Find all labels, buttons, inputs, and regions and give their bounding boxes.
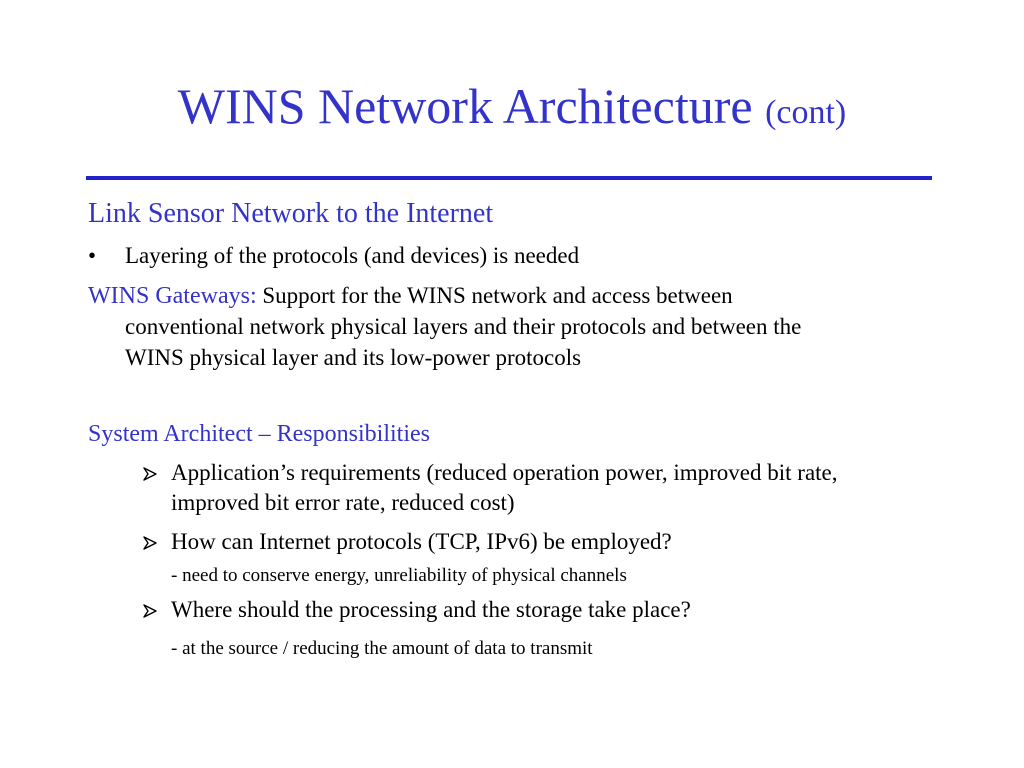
title-divider — [86, 176, 932, 180]
gateways-label: WINS Gateways: — [88, 283, 257, 309]
gateways-line-3: WINS physical layer and its low-power protocols — [125, 345, 582, 370]
gateways-line-1 — [88, 283, 733, 310]
link-heading: Link Sensor Network to the Internet — [88, 198, 494, 229]
hollow-arrow-bullet-icon — [142, 466, 158, 482]
architect-item-3-note: - at the source / reducing the amount of data to transmit — [171, 638, 593, 659]
gateways-line-2: conventional network physical layers and their protocols and between the — [125, 314, 802, 339]
hollow-arrow-bullet-icon — [142, 535, 158, 551]
architect-heading: System Architect – Responsibilities — [88, 421, 430, 447]
link-bullet-text: Layering of the protocols (and devices) is needed — [125, 243, 580, 268]
slide-title — [0, 76, 1024, 143]
bullet-dot-icon: • — [88, 243, 97, 268]
architect-item-1-line-2: improved bit error rate, reduced cost) — [171, 490, 515, 515]
architect-item-2-line-1: How can Internet protocols (TCP, IPv6) be employed? — [171, 529, 672, 554]
gateways-text-1: Support for the WINS network and access between — [262, 283, 733, 308]
architect-item-1-line-1: Application’s requirements (reduced operation power, improved bit rate, — [171, 460, 838, 485]
hollow-arrow-bullet-icon — [142, 603, 158, 619]
architect-item-3-line-1: Where should the processing and the storage take place? — [171, 597, 691, 622]
title-main: WINS Network Architecture — [177, 78, 753, 134]
title-sub: (cont) — [765, 94, 847, 131]
architect-item-2-note: - need to conserve energy, unreliability of physical channels — [171, 565, 627, 586]
